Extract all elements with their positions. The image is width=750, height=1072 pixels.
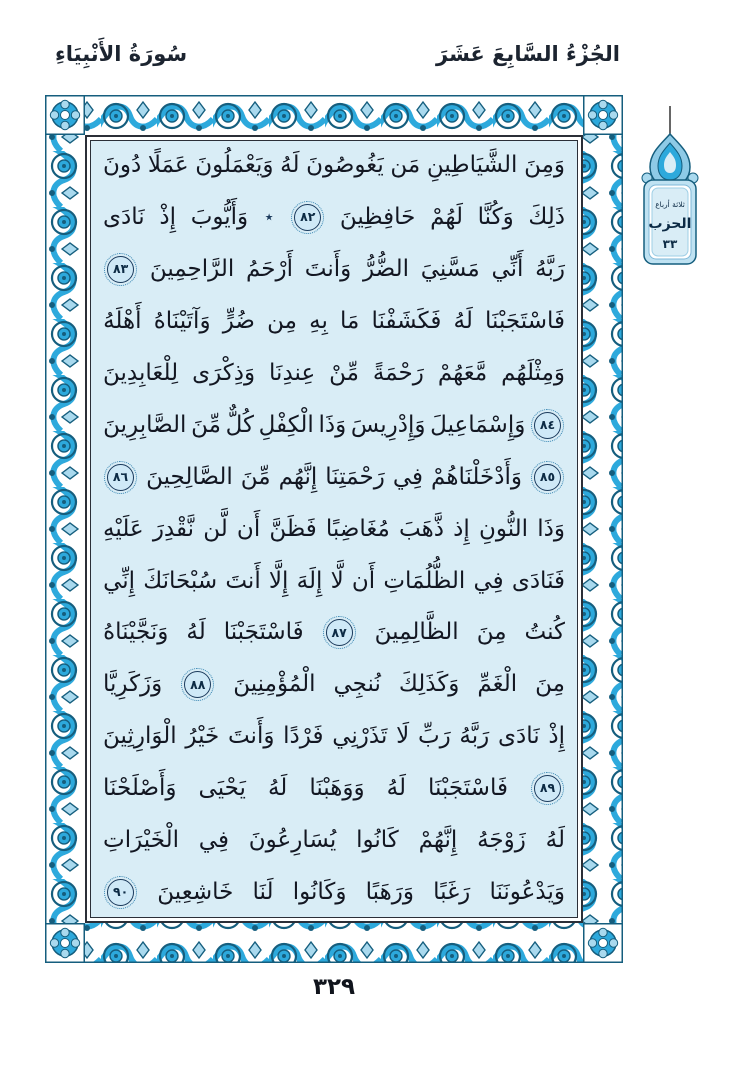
quran-word: مَن xyxy=(390,152,421,178)
quran-word: نَادَى xyxy=(497,723,540,750)
quran-word: فَرْدًا xyxy=(283,723,324,750)
quran-word: رَبَّهُ xyxy=(535,255,565,282)
quran-word: وَذَا xyxy=(318,411,347,438)
verse-number-badge xyxy=(107,464,134,491)
quran-word: وَكُنَّا xyxy=(477,203,514,230)
quran-word: فَاسْتَجَبْنَا xyxy=(428,775,508,802)
quran-word: سُبْحَانَكَ xyxy=(143,567,218,594)
quran-word: وَأَنتَ xyxy=(304,255,352,282)
text-panel xyxy=(85,135,583,923)
quran-word: أَنِّي xyxy=(491,255,524,282)
quran-word: لَهُ xyxy=(186,619,206,646)
quran-word: وَكَذَلِكَ xyxy=(398,671,460,698)
quran-word: مِّنْ xyxy=(329,359,359,386)
quran-word: وَزَكَرِيَّا xyxy=(103,671,163,698)
quran-word: فِي xyxy=(198,827,229,854)
quran-word: أَن xyxy=(236,515,261,542)
quran-word: الْغَمِّ xyxy=(477,671,518,698)
hizb-number: ٣٣ xyxy=(662,237,678,251)
quran-word: وَإِسْمَاعِيلَ xyxy=(430,411,526,438)
quran-word: فَكَشَفْنَا xyxy=(371,307,442,334)
quran-line xyxy=(103,618,565,647)
quran-word: خَاشِعِينَ xyxy=(157,879,234,906)
verse-number-badge xyxy=(534,775,561,802)
quran-word: يَغُوصُونَ xyxy=(306,152,384,178)
quran-word: لَهُ xyxy=(453,307,473,334)
quran-word: إِذ xyxy=(453,515,470,542)
corner-rosette-icon xyxy=(584,96,623,135)
quran-word: حَافِظِينَ xyxy=(339,203,416,230)
surah-title: سُورَةُ الأَنْبِيَاءِ xyxy=(55,42,188,66)
quran-word: رَبِّ xyxy=(417,723,451,750)
quran-word: زَوْجَهُ xyxy=(477,827,526,854)
quran-word: يُسَارِعُونَ xyxy=(248,827,337,854)
verse-number-badge xyxy=(184,671,211,698)
verse-number: ٨٩ xyxy=(539,780,556,796)
quran-word: وَأَيُّوبَ xyxy=(190,203,249,230)
quran-word: مِّنَ xyxy=(191,411,221,438)
hizb-fraction-label: ثلاثة أرباع xyxy=(655,200,685,209)
verse-number: ٨٤ xyxy=(539,416,556,432)
page-number: ٣٢٩ xyxy=(312,974,356,1000)
border-left xyxy=(45,135,85,923)
verse-number-badge xyxy=(326,619,353,646)
quran-word: مِّنَ xyxy=(240,463,271,490)
quran-word: ذَّهَبَ xyxy=(399,515,444,542)
quran-word: فَاسْتَجَبْنَا xyxy=(223,619,304,646)
quran-word: أَهْلَهُ xyxy=(103,307,142,334)
quran-word: وَوَهَبْنَا xyxy=(309,775,365,802)
quran-word: كَانُوا xyxy=(356,827,399,854)
quran-line xyxy=(103,151,565,180)
quran-line xyxy=(103,255,565,284)
quran-word: عَمَلًا xyxy=(147,152,189,178)
quran-word: الْكِفْلِ xyxy=(258,411,314,438)
quran-word: أَن xyxy=(351,567,376,594)
corner-rosette-icon xyxy=(584,924,623,963)
quran-word: وَرَهَبًا xyxy=(365,879,414,906)
rub-el-hizb-icon: ٭ xyxy=(264,207,274,227)
quran-word: النُّونِ xyxy=(478,515,529,542)
quran-word: الرَّاحِمِينَ xyxy=(149,255,235,282)
quran-word: لَنَا xyxy=(252,879,274,906)
corner-rosette-icon xyxy=(46,96,85,135)
quran-word: نَّقْدِرَ xyxy=(152,515,195,542)
verse-number-badge xyxy=(534,412,561,439)
hizb-label: الحزب xyxy=(648,216,692,232)
quran-word: مِنَ xyxy=(476,619,507,646)
quran-word: أَنتَ xyxy=(225,567,261,594)
quran-word: عَلَيْهِ xyxy=(103,515,144,542)
quran-word: إِذْ xyxy=(159,203,177,230)
quran-word: وَكَانُوا xyxy=(292,879,347,906)
quran-word: رَغَبًا xyxy=(433,879,471,906)
quran-line xyxy=(103,411,565,440)
quran-word: ذَلِكَ xyxy=(528,203,565,230)
quran-line xyxy=(103,515,565,544)
quran-word: إِنَّهُمْ xyxy=(418,827,458,854)
quran-word: الْمُؤْمِنِينَ xyxy=(233,671,316,698)
quran-line xyxy=(103,359,565,388)
quran-word: بِهِ xyxy=(309,307,328,334)
quran-line xyxy=(103,670,565,699)
border-bottom xyxy=(45,923,623,963)
verse-number-badge xyxy=(107,879,134,906)
verse-number: ٨٦ xyxy=(112,468,129,484)
quran-word: لَّن xyxy=(203,515,228,542)
quran-word: فَظَنَّ xyxy=(269,515,317,542)
quran-word: لَهُ xyxy=(545,827,565,854)
border-top xyxy=(45,95,623,135)
quran-word: لَا xyxy=(396,723,410,750)
verse-number: ٨٢ xyxy=(300,209,316,225)
quran-word: وَأَنتَ xyxy=(227,723,275,750)
corner-rosette-icon xyxy=(46,924,85,963)
quran-word: إِذْ xyxy=(548,723,565,750)
quran-word: وَيَدْعُونَنَا xyxy=(489,879,565,906)
verse-number: ٨٧ xyxy=(331,624,347,640)
quran-word: نُنجِي xyxy=(333,671,381,698)
quran-line xyxy=(103,567,565,596)
quran-word: وَآتَيْنَاهُ xyxy=(153,307,211,334)
quran-word: الظُّلُمَاتِ xyxy=(383,567,466,594)
quran-line xyxy=(103,878,565,907)
verse-number-badge xyxy=(294,204,321,231)
hizb-medallion xyxy=(634,106,706,268)
quran-word: الضُّرُّ xyxy=(362,255,410,282)
quran-word: رَحْمَتِنَا xyxy=(325,463,385,490)
quran-word: ضُرٍّ xyxy=(222,307,255,334)
quran-line xyxy=(103,463,565,492)
quran-word: دُونَ xyxy=(103,152,142,178)
quran-word: وَذِكْرَى xyxy=(192,359,256,386)
verse-number-badge xyxy=(534,464,561,491)
quran-word: وَإِدْرِيسَ xyxy=(350,411,426,438)
hizb-medallion-icon xyxy=(634,106,706,268)
quran-word: فِي xyxy=(473,567,504,594)
quran-word: أَرْحَمُ xyxy=(246,255,294,282)
border-right xyxy=(583,135,623,923)
quran-word: مَسَّنِيَ xyxy=(420,255,480,282)
quran-word: الصَّابِرِينَ xyxy=(103,411,187,438)
quran-word: لِلْعَابِدِينَ xyxy=(103,359,179,386)
quran-word: لَهُمْ xyxy=(430,203,463,230)
quran-word: فَاسْتَجَبْنَا xyxy=(485,307,565,334)
quran-word: الْخَيْرَاتِ xyxy=(103,827,179,854)
quran-word: كُنتُ xyxy=(524,619,565,646)
quran-line xyxy=(103,722,565,751)
quran-word: رَبَّهُ xyxy=(459,723,490,750)
quran-word: وَنَجَّيْنَاهُ xyxy=(103,619,169,646)
quran-word: كُلٌّ xyxy=(225,411,254,438)
juz-title: الجُزْءُ السَّابِعَ عَشَرَ xyxy=(436,42,620,66)
quran-word: نَادَى xyxy=(103,203,145,230)
quran-word: الظَّالِمِينَ xyxy=(374,619,459,646)
verse-number-badge xyxy=(107,256,134,283)
quran-word: لَهُ xyxy=(280,152,300,178)
quran-word: وَمِثْلَهُم xyxy=(501,359,565,386)
quran-word: وَذَا xyxy=(537,515,565,542)
quran-word: وَأَدْخَلْنَاهُمْ xyxy=(431,463,522,490)
quran-word: إِلَهَ xyxy=(296,567,323,594)
quran-word: إِلَّا xyxy=(268,567,289,594)
quran-word: الشَّيَاطِينِ xyxy=(426,152,518,178)
quran-word: رَحْمَةً xyxy=(372,359,424,386)
verse-number: ٨٣ xyxy=(112,261,129,276)
quran-word: وَمِنَ xyxy=(524,152,565,178)
decorative-frame xyxy=(45,95,623,963)
quran-line xyxy=(103,774,565,803)
quran-word: إِنَّهُم xyxy=(278,463,318,490)
quran-word: فِي xyxy=(392,463,423,490)
quran-word: لَهُ xyxy=(386,775,406,802)
quran-line xyxy=(103,826,565,855)
verse-number: ٨٨ xyxy=(190,676,206,692)
quran-line xyxy=(103,307,565,336)
quran-word: لَهُ xyxy=(267,775,288,802)
quran-word: وَأَصْلَحْنَا xyxy=(103,775,177,802)
quran-word: مِن xyxy=(267,307,297,334)
quran-word: مَا xyxy=(340,307,360,334)
quran-word: الْوَارِثِينَ xyxy=(103,723,177,750)
quran-word: وَيَعْمَلُونَ xyxy=(195,152,274,178)
quran-word: تَذَرْنِي xyxy=(332,723,388,750)
quran-word: فَنَادَى xyxy=(511,567,565,594)
quran-word: عِندِنَا xyxy=(269,359,316,386)
quran-word: لَّا xyxy=(330,567,344,594)
quran-word: الصَّالِحِينَ xyxy=(146,463,233,490)
quran-line xyxy=(103,203,565,232)
quran-word: خَيْرُ xyxy=(185,723,220,750)
text-panel-inner xyxy=(90,140,578,918)
quran-text-lines xyxy=(103,151,565,907)
quran-word: مَّعَهُمْ xyxy=(437,359,488,386)
quran-word: يَحْيَى xyxy=(198,775,246,802)
verse-number: ٨٥ xyxy=(539,468,556,484)
quran-word: مُغَاضِبًا xyxy=(325,515,390,542)
verse-number: ٩٠ xyxy=(112,884,129,900)
quran-word: إِنِّي xyxy=(103,567,136,594)
quran-word: مِنَ xyxy=(535,671,565,698)
